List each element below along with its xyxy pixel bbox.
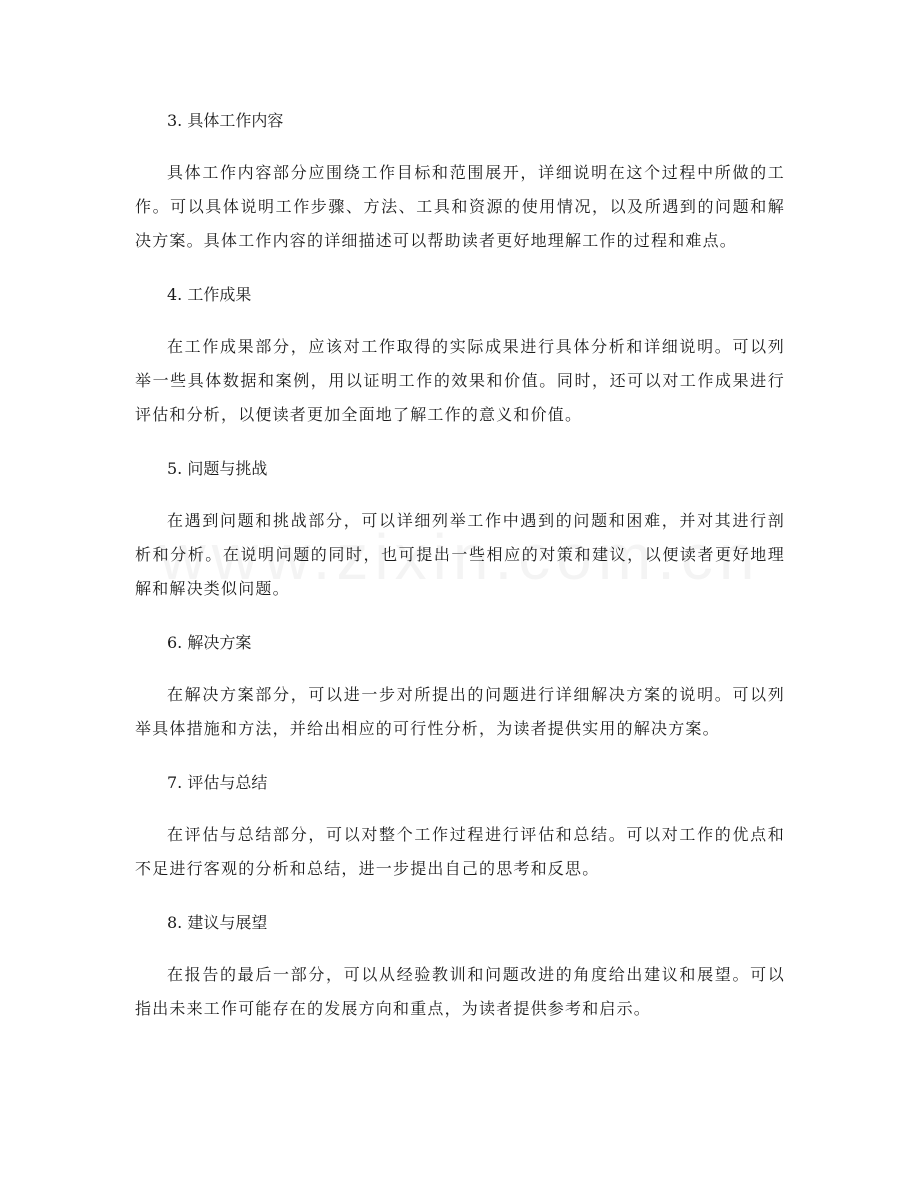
- document-body: [135, 100, 785, 1026]
- section-paragraph-6: 在解决方案部分，可以进一步对所提出的问题进行详细解决方案的说明。可以列举具体措施和方法，并给出相应的可行性分析，为读者提供实用的解决方案。: [135, 685, 785, 738]
- section-paragraph-7: 在评估与总结部分，可以对整个工作过程进行评估和总结。可以对工作的优点和不足进行客观的分析和总结，进一步提出自己的思考和反思。: [135, 825, 785, 878]
- section-heading-6: 6. 解决方案: [167, 633, 252, 652]
- section-heading-4: 4. 工作成果: [167, 285, 252, 304]
- section-paragraph-5: 在遇到问题和挑战部分，可以详细列举工作中遇到的问题和困难，并对其进行剖析和分析。在说明问题的同时，也可提出一些相应的对策和建议，以便读者更好地理解和解决类似问题。: [135, 511, 785, 598]
- section-paragraph-3: 具体工作内容部分应围绕工作目标和范围展开，详细说明在这个过程中所做的工作。可以具体说明工作步骤、方法、工具和资源的使用情况，以及所遇到的问题和解决方案。具体工作内容的详细描述可以帮助读者更好地理解工作的过程和难点。: [135, 163, 785, 250]
- section-heading-7: 7. 评估与总结: [167, 773, 268, 792]
- section-heading-3: 3. 具体工作内容: [167, 111, 284, 130]
- section-heading-8: 8. 建议与展望: [167, 913, 268, 932]
- section-paragraph-4: 在工作成果部分，应该对工作取得的实际成果进行具体分析和详细说明。可以列举一些具体数据和案例，用以证明工作的效果和价值。同时，还可以对工作成果进行评估和分析，以便读者更加全面地了解工作的意义和价值。: [135, 337, 785, 424]
- section-paragraph-8: 在报告的最后一部分，可以从经验教训和问题改进的角度给出建议和展望。可以指出未来工作可能存在的发展方向和重点，为读者提供参考和启示。: [135, 965, 785, 1018]
- section-heading-5: 5. 问题与挑战: [167, 459, 268, 478]
